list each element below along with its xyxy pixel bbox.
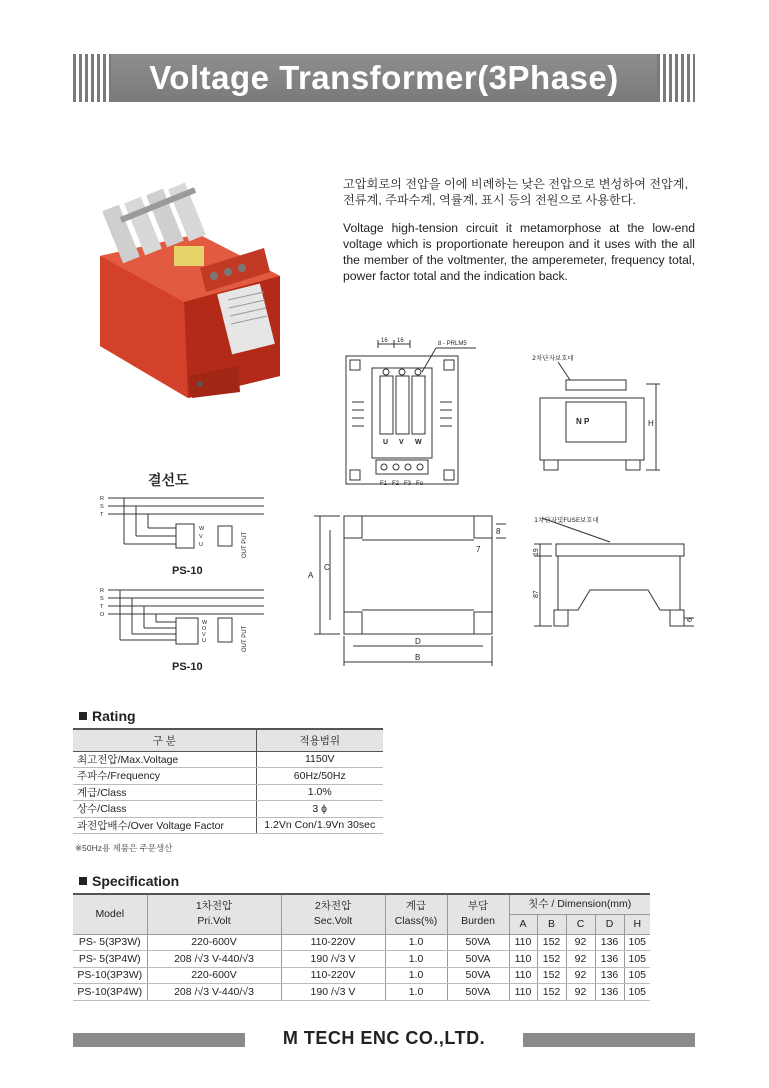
spec-cell: 110-220V — [281, 934, 385, 951]
table-row — [73, 817, 383, 834]
line-t-4w: T — [100, 604, 104, 610]
dim-b: B — [415, 653, 421, 662]
rating-value: 60Hz/50Hz — [256, 768, 383, 785]
front-view-drawing — [336, 332, 496, 497]
intro-english: Voltage high-tension circuit it metamorphose at the low-end voltage which is proportionate hereupon and it uses with the all the member of the voltmenter, the amperemeter, frequency total, power factor total and the indication back. — [343, 221, 695, 283]
spec-header-dim-c: C — [566, 914, 595, 934]
rating-label: 계급/Class — [73, 784, 256, 801]
spec-header-dim-d: D — [595, 914, 624, 934]
fuse-fo: Fo — [416, 481, 424, 487]
spec-cell: 105 — [624, 967, 650, 984]
rating-label: 주파수/Frequency — [73, 768, 256, 785]
spec-cell: 110 — [509, 934, 537, 951]
spec-cell: PS- 5(3P3W) — [73, 934, 147, 951]
table-row — [73, 751, 383, 768]
spec-cell: 92 — [566, 951, 595, 968]
wiring-v: V — [199, 534, 203, 540]
rating-table — [73, 728, 383, 834]
spec-cell: 220-600V — [147, 934, 281, 951]
fuse-f2: F2 — [392, 481, 400, 487]
rating-note: ※50Hz용 제품은 주문생산 — [75, 843, 173, 853]
spec-header-pri-en: Pri.Volt — [197, 915, 231, 928]
banner-bar — [111, 54, 657, 102]
spec-cell: 136 — [595, 951, 624, 968]
title-banner — [73, 54, 695, 102]
spec-cell: 105 — [624, 934, 650, 951]
spec-header-sec — [281, 894, 385, 934]
spec-cell: 110 — [509, 984, 537, 1001]
bolt-label: 8 - PRLM5 — [438, 341, 467, 347]
spec-cell: 190 /√3 V — [281, 951, 385, 968]
line-o-4w: O — [100, 612, 105, 618]
side-view-drawing — [530, 346, 670, 481]
table-row — [73, 801, 383, 818]
dim-16-b: 16 — [397, 338, 404, 344]
dim-87: 87 — [533, 590, 540, 598]
rating-value: 1.0% — [256, 784, 383, 801]
spec-header-class — [385, 894, 447, 934]
spec-cell: 208 /√3 V-440/√3 — [147, 951, 281, 968]
fuse-f1: F1 — [380, 481, 388, 487]
spec-cell: 110-220V — [281, 967, 385, 984]
spec-header-class-en: Class(%) — [394, 915, 438, 928]
spec-header-pri — [147, 894, 281, 934]
spec-cell: 50VA — [447, 951, 509, 968]
dim-16-a: 16 — [381, 338, 388, 344]
rating-label: 과전압배수/Over Voltage Factor — [73, 817, 256, 834]
table-row — [73, 784, 383, 801]
spec-cell: 50VA — [447, 984, 509, 1001]
wiring-u-4w: U — [202, 638, 206, 644]
np-label: N P — [576, 417, 590, 426]
spec-cell: 136 — [595, 934, 624, 951]
line-r-4w: R — [100, 588, 104, 594]
out-put-3w: OUT PUT — [242, 531, 248, 558]
dim-19: 19 — [533, 548, 540, 556]
spec-cell: PS-10(3P4W) — [73, 984, 147, 1001]
line-t: T — [100, 512, 104, 518]
rating-header-category: 구 분 — [73, 729, 256, 751]
rating-header-range: 적용범위 — [256, 729, 383, 751]
company-name: M TECH ENC CO.,LTD. — [282, 1028, 486, 1048]
rating-value: 1.2Vn Con/1.9Vn 30sec — [256, 817, 383, 834]
wiring-v-4w: V — [202, 632, 206, 638]
terminal-w: W — [415, 439, 422, 446]
bullet-square-icon — [79, 712, 87, 720]
wiring-diagram — [96, 490, 276, 675]
spec-header-burden-ko: 부담 — [467, 900, 489, 913]
wiring-w-4w: W — [202, 620, 208, 626]
spec-cell: PS-10(3P3W) — [73, 967, 147, 984]
line-r: R — [100, 496, 104, 502]
spec-cell: 152 — [537, 967, 566, 984]
spec-cell: 190 /√3 V — [281, 984, 385, 1001]
wiring-title: 결선도 — [148, 472, 189, 488]
spec-cell: 105 — [624, 984, 650, 1001]
bottom-view-drawing — [520, 510, 695, 640]
dim-c: C — [324, 563, 330, 572]
spec-cell: 152 — [537, 984, 566, 1001]
rating-label: 상수/Class — [73, 801, 256, 818]
ps10-label-3w: PS-10 — [172, 565, 203, 577]
specification-heading — [79, 873, 179, 889]
spec-header-sec-ko: 2차전압 — [314, 900, 352, 913]
spec-cell: 1.0 — [385, 951, 447, 968]
rating-label: 최고전압/Max.Voltage — [73, 751, 256, 768]
intro-korean: 고압회로의 전압을 이에 비례하는 낮은 전압으로 변성하여 전압계, 전류계, 주파수계, 역률계, 표시 등의 전원으로 사용한다. — [343, 177, 688, 207]
page-title: Voltage Transformer(3Phase) — [149, 59, 619, 96]
spec-header-class-ko: 계급 — [405, 900, 427, 913]
spec-header-sec-en: Sec.Volt — [313, 915, 353, 928]
spec-cell: 50VA — [447, 934, 509, 951]
wiring-o-4w: O — [202, 626, 207, 632]
bullet-square-icon — [79, 877, 87, 885]
spec-header-dimension: 칫수 / Dimension(mm) — [509, 894, 650, 914]
dim-6: 6 — [687, 618, 694, 622]
spec-cell: 110 — [509, 967, 537, 984]
specification-table — [73, 893, 650, 1001]
dim-7: 7 — [476, 545, 481, 554]
top-view-drawing — [300, 510, 510, 675]
wiring-w: W — [199, 526, 205, 532]
spec-cell: 1.0 — [385, 984, 447, 1001]
ps10-label-4w: PS-10 — [172, 661, 203, 673]
out-put-4w: OUT PUT — [242, 625, 248, 652]
line-s-4w: S — [100, 596, 104, 602]
spec-cell: 136 — [595, 967, 624, 984]
spec-cell: 208 /√3 V-440/√3 — [147, 984, 281, 1001]
terminal-v: V — [399, 439, 404, 446]
spec-header-dim-h: H — [624, 914, 650, 934]
banner-stripes-left — [73, 54, 111, 102]
spec-header-model: Model — [73, 894, 147, 934]
spec-header-pri-ko: 1차전압 — [195, 900, 233, 913]
dim-8: 8 — [496, 527, 501, 536]
table-row — [73, 934, 650, 951]
secondary-cover-label: 2차단자보호대 — [532, 354, 574, 362]
footer — [73, 1030, 695, 1048]
dim-d: D — [415, 637, 421, 646]
table-row — [73, 768, 383, 785]
spec-cell: PS- 5(3P4W) — [73, 951, 147, 968]
spec-cell: 105 — [624, 951, 650, 968]
spec-cell: 1.0 — [385, 934, 447, 951]
spec-cell: 50VA — [447, 967, 509, 984]
spec-header-burden-en: Burden — [461, 915, 495, 928]
spec-cell: 1.0 — [385, 967, 447, 984]
table-row — [73, 951, 650, 968]
intro-text — [343, 176, 695, 284]
spec-header-burden — [447, 894, 509, 934]
specification-title: Specification — [92, 873, 180, 889]
spec-header-dim-b: B — [537, 914, 566, 934]
rating-heading — [79, 708, 136, 724]
fuse-f3: F3 — [404, 481, 412, 487]
banner-stripes-right — [657, 54, 695, 102]
spec-cell: 220-600V — [147, 967, 281, 984]
spec-cell: 136 — [595, 984, 624, 1001]
spec-cell: 92 — [566, 967, 595, 984]
rating-value: 1150V — [256, 751, 383, 768]
rating-value: 3 ϕ — [256, 801, 383, 818]
spec-header-dim-a: A — [509, 914, 537, 934]
dim-a: A — [308, 571, 314, 580]
table-row — [73, 984, 650, 1001]
dim-h: H — [648, 419, 654, 428]
rating-title: Rating — [92, 708, 136, 724]
spec-cell: 92 — [566, 934, 595, 951]
terminal-u: U — [383, 439, 389, 446]
product-photo — [88, 176, 288, 398]
primary-fuse-label: 1차단자및FUSE보호대 — [534, 516, 599, 524]
spec-cell: 152 — [537, 951, 566, 968]
table-row — [73, 967, 650, 984]
spec-cell: 92 — [566, 984, 595, 1001]
wiring-u: U — [199, 542, 203, 548]
line-s: S — [100, 504, 104, 510]
spec-cell: 110 — [509, 951, 537, 968]
spec-cell: 152 — [537, 934, 566, 951]
